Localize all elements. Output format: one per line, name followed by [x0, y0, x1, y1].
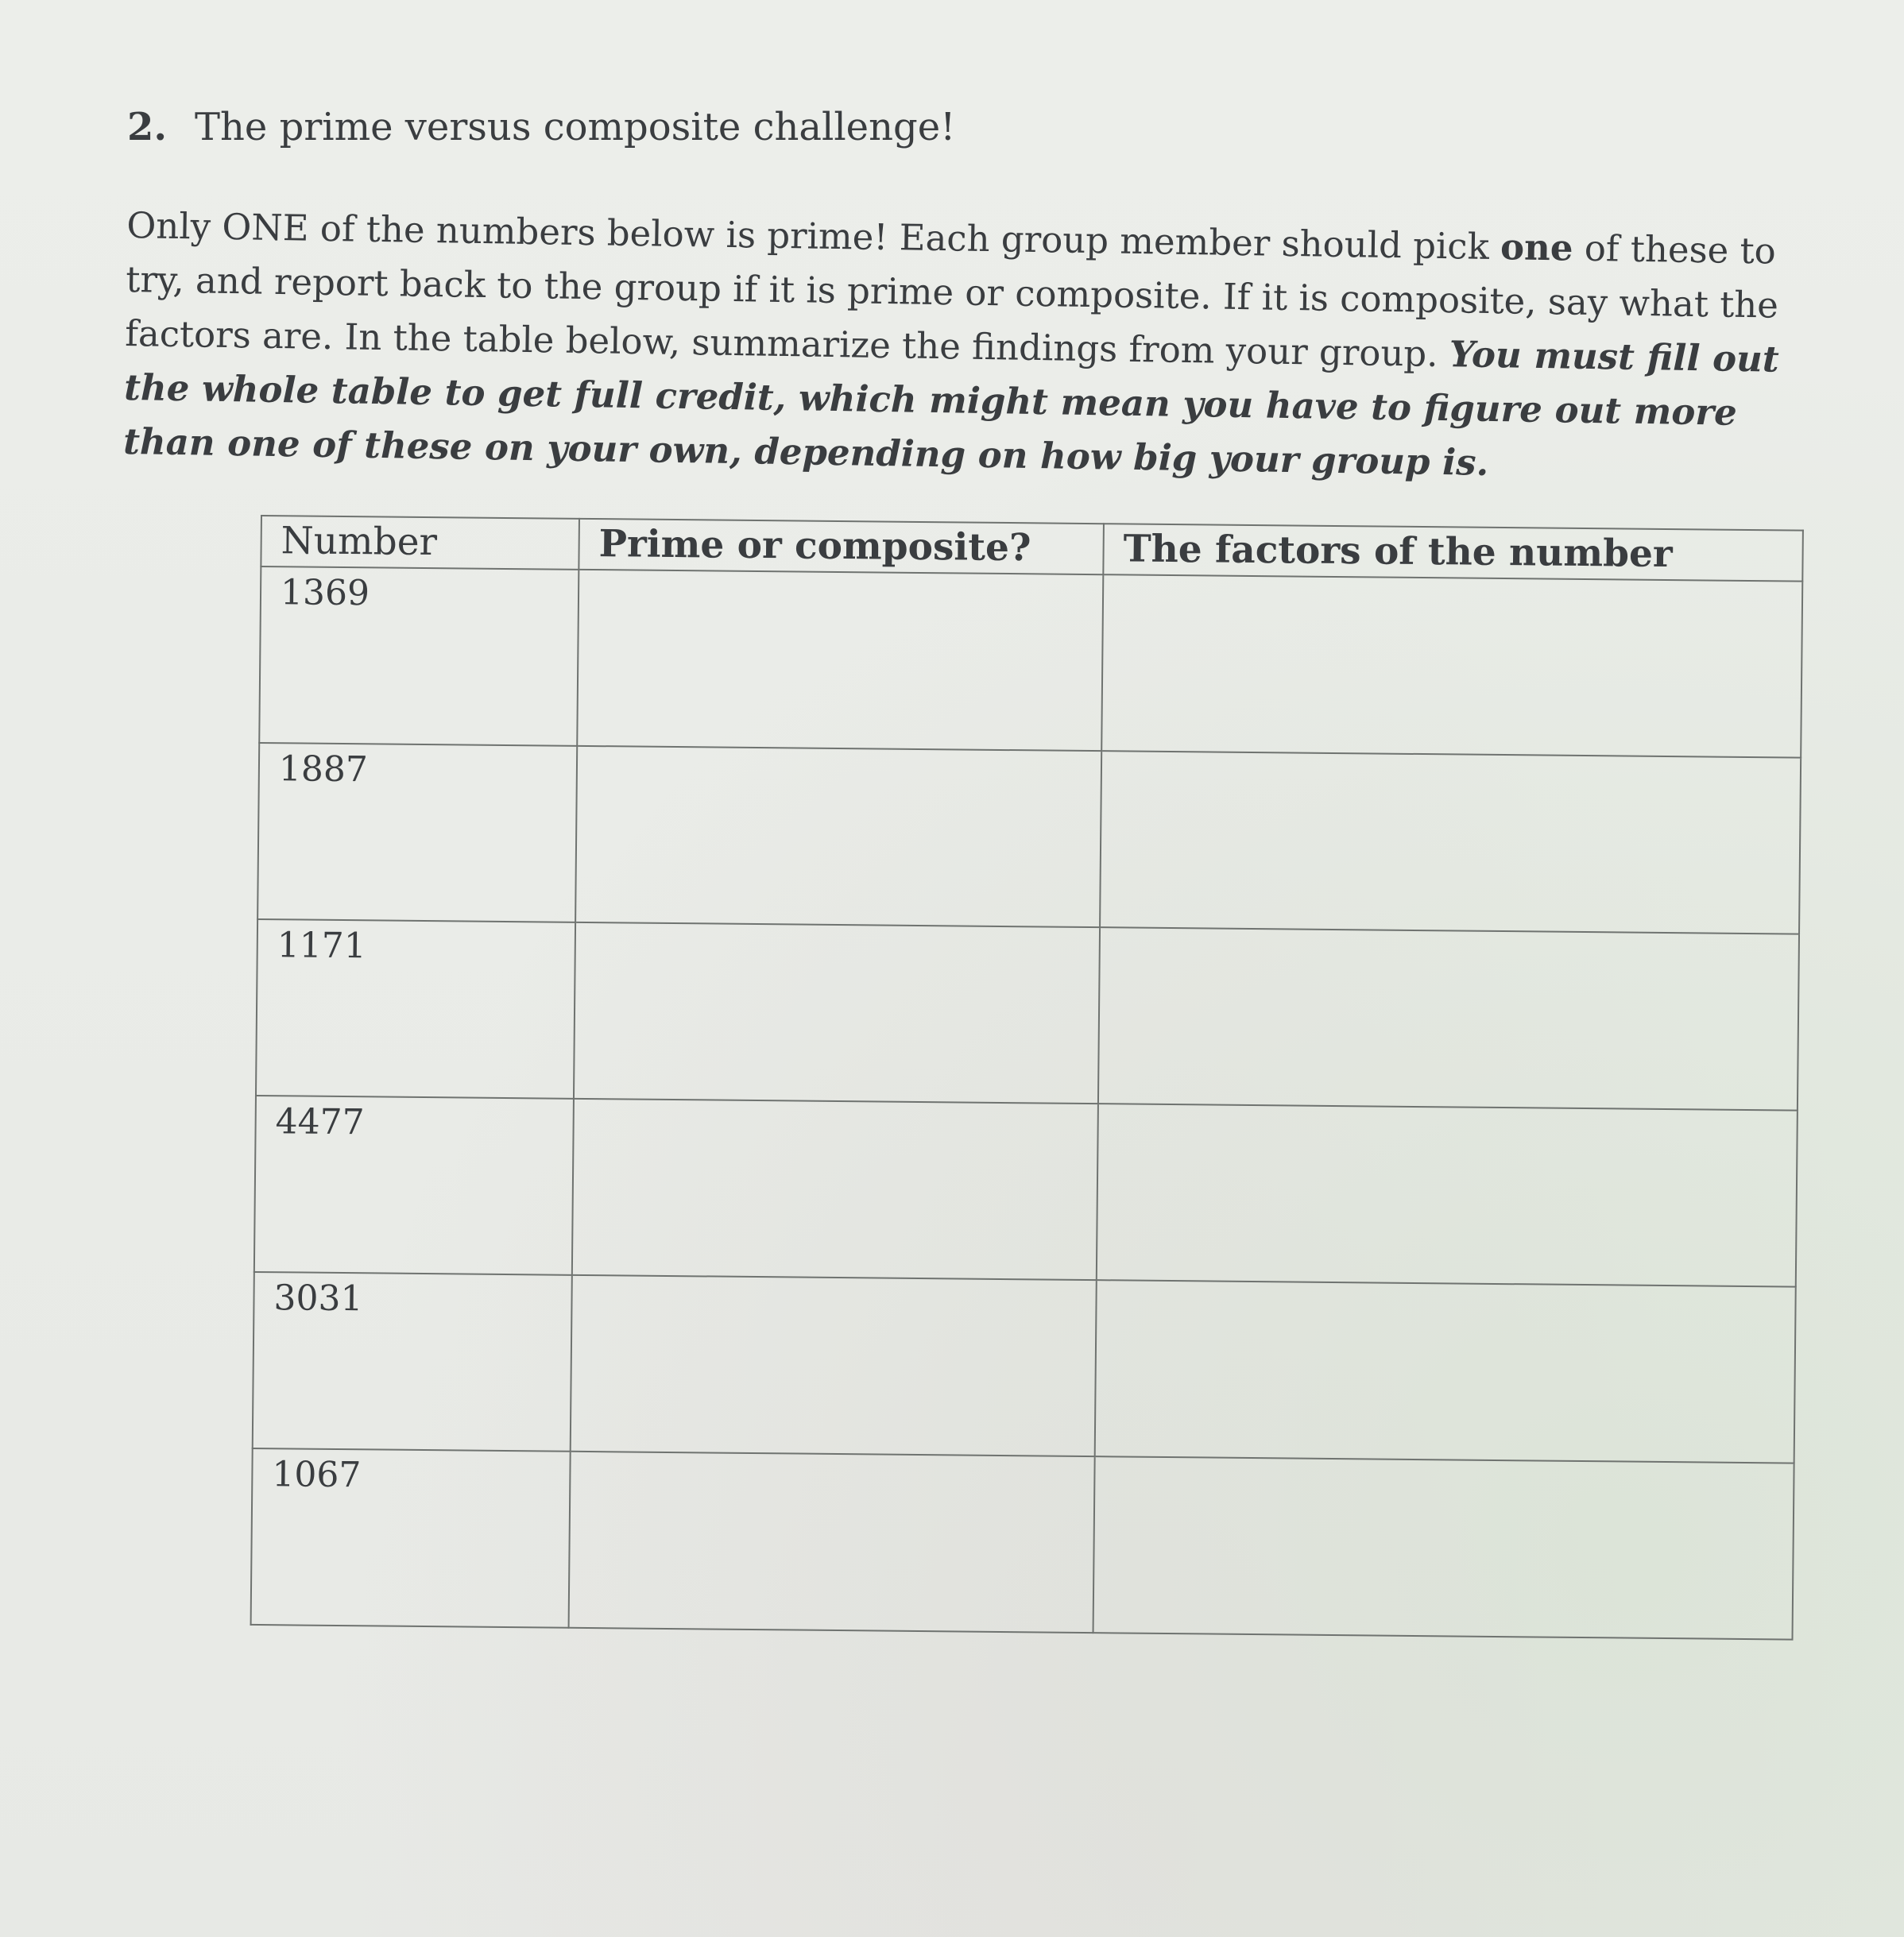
instructions-text-1: Only ONE of the numbers below is prime! Each group member should pick — [126, 203, 1501, 269]
findings-table — [250, 515, 1804, 1641]
table-row — [259, 566, 1802, 758]
header-number: Number — [261, 516, 579, 570]
number-cell: 4477 — [254, 1096, 574, 1275]
table-row — [251, 1448, 1794, 1640]
findings-table-container — [250, 515, 1802, 1641]
table-row — [256, 919, 1799, 1111]
number-cell: 1369 — [259, 566, 579, 746]
question-heading — [127, 103, 1796, 151]
prime-or-composite-cell[interactable] — [571, 1275, 1097, 1456]
question-number: 2. — [127, 105, 168, 149]
factors-cell[interactable] — [1095, 1280, 1796, 1463]
instructions-bold-word: one — [1500, 226, 1573, 269]
header-factors: The factors of the number — [1103, 524, 1803, 581]
prime-or-composite-cell[interactable] — [574, 922, 1100, 1104]
number-cell: 3031 — [253, 1272, 572, 1452]
factors-cell[interactable] — [1100, 751, 1801, 934]
table-row — [257, 743, 1801, 934]
table-row — [253, 1272, 1796, 1463]
prime-or-composite-cell[interactable] — [569, 1452, 1095, 1633]
prime-or-composite-cell[interactable] — [575, 746, 1101, 927]
factors-cell[interactable] — [1101, 574, 1802, 757]
instructions-emphasis: You must fill out the whole table to get full credit, which might mean you have to figure out more than one of these on your own, depending on how big your group is. — [122, 333, 1780, 484]
question-title: The prime versus composite challenge! — [195, 105, 956, 149]
header-prime-or-composite: Prime or composite? — [579, 519, 1104, 574]
factors-cell[interactable] — [1097, 1104, 1798, 1286]
number-cell: 1887 — [257, 743, 577, 922]
prime-or-composite-cell[interactable] — [577, 570, 1103, 751]
number-cell: 1067 — [251, 1448, 571, 1628]
number-cell: 1171 — [256, 919, 575, 1099]
prime-or-composite-cell[interactable] — [572, 1099, 1098, 1280]
table-row — [254, 1096, 1798, 1287]
instructions-text-2: of these to try, and report back to the group if it is prime or composite. If it is composite, say what the factors are. In the table below, summarize the findings from your group. — [124, 226, 1779, 376]
factors-cell[interactable] — [1098, 927, 1799, 1110]
instructions-paragraph — [123, 199, 1828, 496]
factors-cell[interactable] — [1093, 1456, 1794, 1639]
